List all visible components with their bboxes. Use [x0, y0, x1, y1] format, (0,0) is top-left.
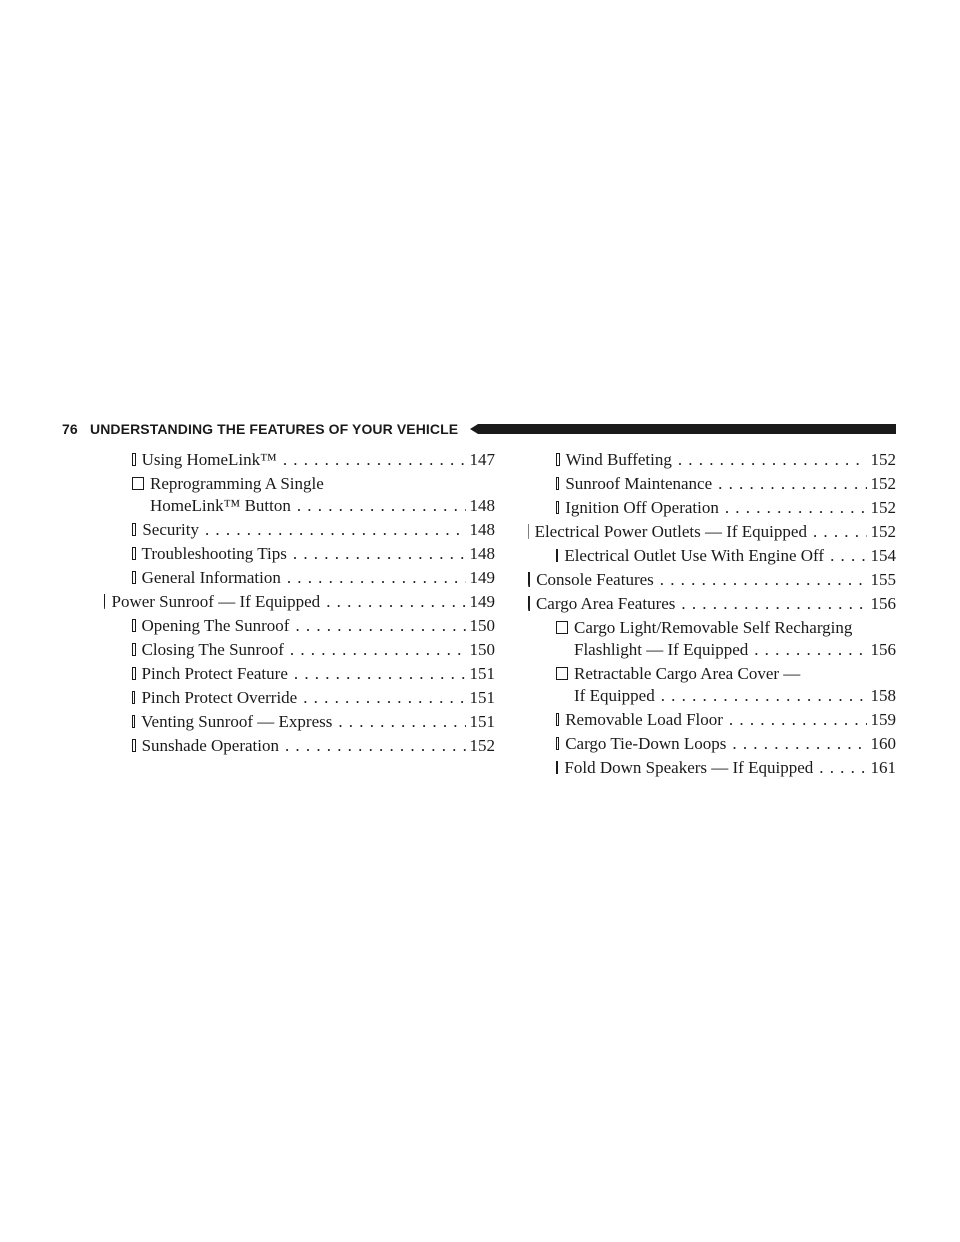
- toc-page-number: 152: [870, 498, 896, 517]
- toc-entry-title: Venting Sunroof — Express: [141, 712, 333, 731]
- toc-page-number: 148: [469, 520, 495, 539]
- header-rule-tip: [470, 424, 478, 434]
- dot-leader: [290, 639, 466, 661]
- dot-leader: [681, 593, 866, 615]
- toc-entry-title: Wind Buffeting: [565, 450, 672, 469]
- toc-entry-title-continued: Flashlight — If Equipped: [574, 640, 749, 659]
- toc-page-number: 161: [870, 758, 896, 777]
- toc-entry[interactable]: [104, 449, 495, 471]
- toc-entry[interactable]: [104, 711, 495, 733]
- dot-leader: [661, 685, 867, 707]
- toc-entry[interactable]: [104, 687, 495, 709]
- toc-entry[interactable]: [528, 449, 896, 471]
- toc-entry[interactable]: [104, 735, 495, 757]
- dot-leader: [205, 519, 466, 541]
- dot-leader: [287, 567, 466, 589]
- subsection-box-icon: [132, 715, 135, 728]
- subsection-box-icon: [556, 667, 568, 680]
- toc-page-number: 151: [469, 712, 495, 731]
- toc-entry-title: Opening The Sunroof: [141, 616, 290, 635]
- toc-entry-title: Cargo Tie-Down Loops: [565, 734, 727, 753]
- toc-entry-title: Ignition Off Operation: [565, 498, 719, 517]
- subsection-box-icon: [556, 621, 568, 634]
- toc-entry-title-continued: HomeLink™ Button: [150, 496, 291, 515]
- toc-entry[interactable]: [528, 709, 896, 731]
- toc-entry[interactable]: [104, 615, 495, 637]
- toc-entry[interactable]: [528, 497, 896, 519]
- toc-entry-title: Pinch Protect Feature: [141, 664, 288, 683]
- toc-entry[interactable]: [528, 545, 896, 567]
- toc-entry[interactable]: [528, 733, 896, 755]
- toc-entry-title: Removable Load Floor: [565, 710, 723, 729]
- toc-page-number: 151: [469, 664, 495, 683]
- toc-page-number: 147: [469, 450, 495, 469]
- toc-page-number: 148: [469, 544, 495, 563]
- toc-page-number: 160: [870, 734, 896, 753]
- running-header: [0, 420, 900, 438]
- toc-entry[interactable]: [528, 617, 896, 661]
- dot-leader: [285, 735, 466, 757]
- toc-entry[interactable]: [104, 473, 495, 517]
- toc-page-number: 149: [469, 568, 495, 587]
- toc-entry-title: Sunshade Operation: [141, 736, 279, 755]
- header-rule: [478, 424, 896, 434]
- dot-leader: [754, 639, 866, 661]
- page-number: 76: [62, 421, 78, 437]
- subsection-box-icon: [132, 453, 136, 466]
- toc-left-column: [104, 449, 495, 759]
- subsection-box-icon: [556, 501, 559, 514]
- toc-entry-title: Closing The Sunroof: [141, 640, 284, 659]
- subsection-box-icon: [132, 619, 136, 632]
- dot-leader: [303, 687, 465, 709]
- dot-leader: [729, 709, 867, 731]
- toc-entry-title: Pinch Protect Override: [141, 688, 298, 707]
- toc-entry[interactable]: [104, 639, 495, 661]
- toc-entry-title: General Information: [141, 568, 281, 587]
- toc-entry-title: Troubleshooting Tips: [141, 544, 287, 563]
- toc-entry[interactable]: [528, 663, 896, 707]
- toc-entry[interactable]: [528, 757, 896, 779]
- toc-entry-title: Power Sunroof — If Equipped: [111, 592, 321, 611]
- dot-leader: [297, 495, 466, 517]
- section-title: UNDERSTANDING THE FEATURES OF YOUR VEHICLE: [90, 421, 459, 437]
- toc-entry[interactable]: [104, 519, 495, 541]
- dot-leader: [295, 615, 465, 637]
- section-bullet-icon: [528, 524, 529, 539]
- toc-page-number: 150: [469, 640, 495, 659]
- toc-entry[interactable]: [528, 569, 896, 591]
- toc-page-number: 159: [870, 710, 896, 729]
- toc-entry[interactable]: [104, 567, 495, 589]
- toc-entry-title: Sunroof Maintenance: [565, 474, 713, 493]
- dot-leader: [718, 473, 866, 495]
- toc-entry-title-continued: If Equipped: [574, 686, 655, 705]
- dot-leader: [819, 757, 866, 779]
- toc-page-number: 152: [870, 450, 896, 469]
- toc-entry-title: Fold Down Speakers — If Equipped: [564, 758, 814, 777]
- toc-page-number: 156: [870, 594, 896, 613]
- toc-entry[interactable]: [528, 593, 896, 615]
- toc-page-number: 152: [870, 474, 896, 493]
- dot-leader: [294, 663, 466, 685]
- subsection-box-icon: [132, 477, 144, 490]
- toc-right-column: [528, 449, 896, 781]
- subsection-box-icon: [132, 691, 135, 704]
- toc-entry-title: Cargo Area Features: [535, 594, 676, 613]
- toc-entry-title: Security: [142, 520, 199, 539]
- subsection-box-icon: [556, 549, 558, 562]
- toc-page-number: 150: [469, 616, 495, 635]
- section-bullet-icon: [104, 594, 105, 609]
- toc-page-number: 156: [870, 640, 896, 659]
- dot-leader: [830, 545, 866, 567]
- subsection-box-icon: [132, 571, 136, 584]
- dot-leader: [338, 711, 465, 733]
- toc-entry-title: Reprogramming A Single: [150, 474, 324, 493]
- toc-entry[interactable]: [104, 543, 495, 565]
- toc-entry[interactable]: [528, 521, 896, 543]
- toc-entry[interactable]: [104, 663, 495, 685]
- toc-entry-title: Console Features: [536, 570, 654, 589]
- section-bullet-icon: [528, 596, 530, 611]
- toc-entry-title: Electrical Power Outlets — If Equipped: [534, 522, 807, 541]
- dot-leader: [326, 591, 465, 613]
- toc-page-number: 151: [469, 688, 495, 707]
- subsection-box-icon: [132, 523, 136, 536]
- subsection-box-icon: [132, 667, 136, 680]
- toc-entry[interactable]: [528, 473, 896, 495]
- toc-entry-title: Using HomeLink™: [141, 450, 277, 469]
- toc-page-number: 152: [469, 736, 495, 755]
- subsection-box-icon: [556, 477, 559, 490]
- toc-page-number: 148: [469, 496, 495, 515]
- dot-leader: [660, 569, 867, 591]
- toc-entry-title: Electrical Outlet Use With Engine Off: [564, 546, 825, 565]
- subsection-box-icon: [556, 713, 559, 726]
- dot-leader: [732, 733, 866, 755]
- subsection-box-icon: [132, 643, 136, 656]
- toc-entry[interactable]: [104, 591, 495, 613]
- toc-page-number: 155: [870, 570, 896, 589]
- dot-leader: [813, 521, 867, 543]
- dot-leader: [678, 449, 867, 471]
- subsection-box-icon: [556, 453, 560, 466]
- toc-page-number: 149: [469, 592, 495, 611]
- subsection-box-icon: [132, 547, 136, 560]
- section-bullet-icon: [528, 572, 530, 587]
- dot-leader: [293, 543, 466, 565]
- toc-entry-title: Cargo Light/Removable Self Recharging: [574, 618, 853, 637]
- toc-page-number: 152: [870, 522, 896, 541]
- subsection-box-icon: [556, 761, 558, 774]
- toc-entry-title: Retractable Cargo Area Cover —: [574, 664, 801, 683]
- toc-page-number: 154: [870, 546, 896, 565]
- toc-page-number: 158: [870, 686, 896, 705]
- subsection-box-icon: [132, 739, 136, 752]
- dot-leader: [725, 497, 867, 519]
- subsection-box-icon: [556, 737, 559, 750]
- dot-leader: [283, 449, 466, 471]
